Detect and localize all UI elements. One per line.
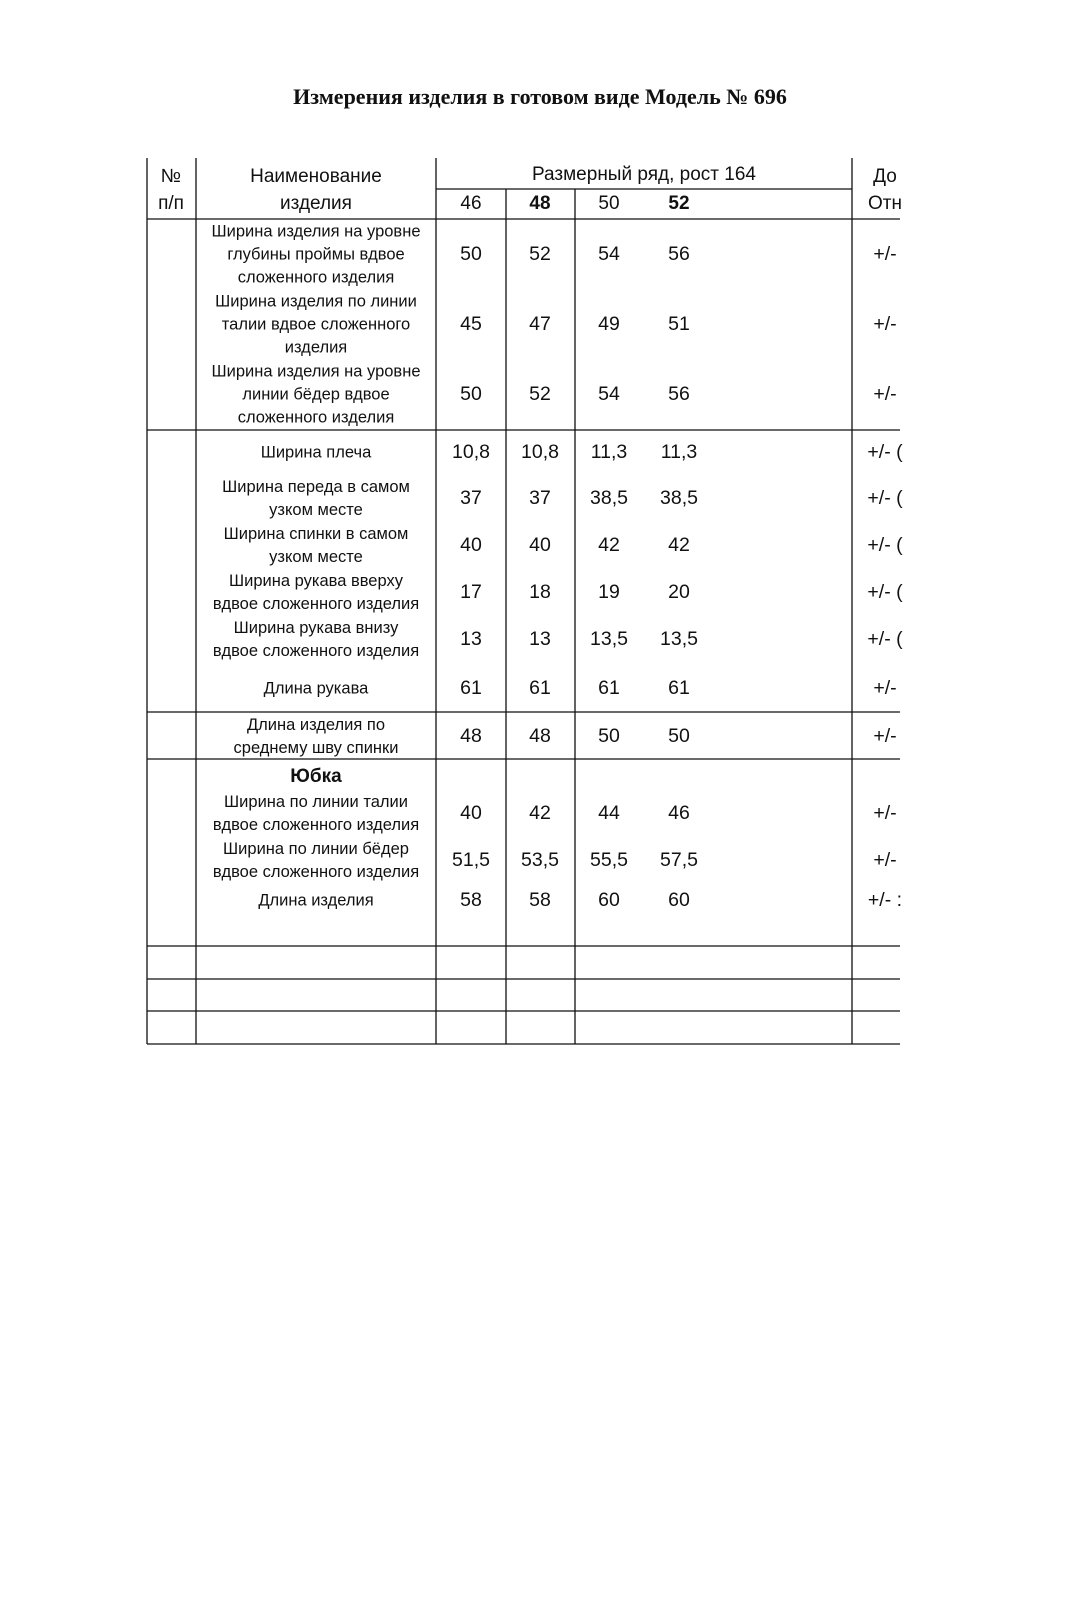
- row-3-value-48: 52: [529, 383, 551, 406]
- page-title: Измерения изделия в готовом виде Модель № 696: [293, 84, 787, 109]
- row-4-tolerance: +/- (: [867, 441, 903, 464]
- row-6-name-line-1: Ширина спинки в самом: [223, 524, 409, 543]
- row-7-value-46: 17: [460, 581, 482, 604]
- row-12-tolerance: +/-: [873, 849, 897, 872]
- row-13-value-48: 58: [529, 889, 551, 912]
- row-11-value-46: 40: [460, 802, 482, 825]
- row-3-tolerance: +/-: [873, 383, 897, 406]
- row-9-value-52: 61: [668, 677, 690, 700]
- header-name-sub: изделия: [280, 193, 352, 215]
- row-1-name-line-2: глубины проймы вдвое: [227, 245, 405, 264]
- header-size-range: Размерный ряд, рост 164: [532, 164, 756, 186]
- row-10-value-46: 48: [460, 725, 482, 748]
- row-12-value-48: 53,5: [521, 849, 559, 872]
- row-1-name-line-1: Ширина изделия на уровне: [211, 222, 421, 241]
- row-13-name-line-1: Длина изделия: [258, 891, 374, 910]
- row-2-value-48: 47: [529, 313, 551, 336]
- row-10-value-48: 48: [529, 725, 551, 748]
- header-tolerance-sub: Отн: [868, 193, 902, 215]
- header-num-sub: п/п: [158, 193, 184, 215]
- row-5-value-50: 38,5: [590, 487, 628, 510]
- row-5-tolerance: +/- (: [867, 487, 903, 510]
- row-8-name-line-2: вдвое сложенного изделия: [212, 641, 420, 660]
- row-13-value-52: 60: [668, 889, 690, 912]
- header-size-46: 46: [460, 193, 482, 215]
- row-4-value-52: 11,3: [660, 441, 698, 464]
- row-3-name-line-3: сложенного изделия: [237, 408, 395, 427]
- row-2-name-line-1: Ширина изделия по линии: [215, 292, 417, 311]
- row-7-tolerance: +/- (: [867, 581, 903, 604]
- row-7-value-48: 18: [529, 581, 551, 604]
- row-11-value-48: 42: [529, 802, 551, 825]
- row-9-value-46: 61: [460, 677, 482, 700]
- row-8-value-48: 13: [529, 628, 551, 651]
- header-name: Наименование: [250, 166, 382, 188]
- row-10-name-line-2: среднему шву спинки: [233, 738, 399, 757]
- row-3-value-52: 56: [668, 383, 690, 406]
- row-11-name-line-1: Ширина по линии талии: [224, 792, 408, 811]
- row-1-tolerance: +/-: [873, 243, 897, 266]
- row-4-value-48: 10,8: [521, 441, 559, 464]
- row-10-name-line-1: Длина изделия по: [246, 715, 386, 734]
- row-8-name-line-1: Ширина рукава внизу: [233, 618, 399, 637]
- row-3-value-50: 54: [598, 383, 620, 406]
- row-12-name-line-1: Ширина по линии бёдер: [223, 839, 409, 858]
- row-12-value-46: 51,5: [452, 849, 490, 872]
- row-11-value-52: 46: [668, 802, 690, 825]
- row-8-value-50: 13,5: [590, 628, 628, 651]
- row-11-name-line-2: вдвое сложенного изделия: [212, 815, 420, 834]
- row-6-value-50: 42: [598, 534, 620, 557]
- row-3-name-line-1: Ширина изделия на уровне: [211, 362, 421, 381]
- row-8-tolerance: +/- (: [867, 628, 903, 651]
- row-11-value-50: 44: [598, 802, 620, 825]
- row-2-name-line-2: талии вдвое сложенного: [221, 315, 411, 334]
- row-2-value-52: 51: [668, 313, 690, 336]
- row-4-value-46: 10,8: [452, 441, 490, 464]
- row-11-tolerance: +/-: [873, 802, 897, 825]
- row-1-name-line-3: сложенного изделия: [237, 268, 395, 287]
- row-6-name-line-2: узком месте: [269, 547, 363, 566]
- row-7-value-50: 19: [598, 581, 620, 604]
- row-4-name-line-1: Ширина плеча: [260, 443, 372, 462]
- row-5-value-46: 37: [460, 487, 482, 510]
- row-8-value-52: 13,5: [660, 628, 698, 651]
- measurements-table: [146, 158, 903, 1048]
- row-7-name-line-2: вдвое сложенного изделия: [212, 594, 420, 613]
- row-7-value-52: 20: [668, 581, 690, 604]
- row-9-value-48: 61: [529, 677, 551, 700]
- row-2-value-50: 49: [598, 313, 620, 336]
- row-9-tolerance: +/-: [873, 677, 897, 700]
- row-8-value-46: 13: [460, 628, 482, 651]
- row-3-value-46: 50: [460, 383, 482, 406]
- row-1-value-52: 56: [668, 243, 690, 266]
- row-5-name-line-2: узком месте: [269, 500, 363, 519]
- header-num: №: [160, 166, 182, 188]
- row-2-value-46: 45: [460, 313, 482, 336]
- header-tolerance: До: [873, 166, 897, 188]
- row-13-value-46: 58: [460, 889, 482, 912]
- row-1-value-50: 54: [598, 243, 620, 266]
- section-skirt-label: Юбка: [290, 766, 342, 788]
- row-5-name-line-1: Ширина переда в самом: [222, 477, 410, 496]
- row-10-value-52: 50: [668, 725, 690, 748]
- row-10-tolerance: +/-: [873, 725, 897, 748]
- row-2-tolerance: +/-: [873, 313, 897, 336]
- row-12-value-52: 57,5: [660, 849, 698, 872]
- row-3-name-line-2: линии бёдер вдвое: [242, 385, 390, 404]
- row-6-value-52: 42: [668, 534, 690, 557]
- row-13-tolerance: +/- :: [867, 889, 903, 912]
- row-7-name-line-1: Ширина рукава вверху: [229, 571, 403, 590]
- row-1-value-48: 52: [529, 243, 551, 266]
- row-13-value-50: 60: [598, 889, 620, 912]
- row-6-value-46: 40: [460, 534, 482, 557]
- header-size-52: 52: [668, 193, 690, 215]
- header-size-48: 48: [529, 193, 551, 215]
- row-4-value-50: 11,3: [590, 441, 628, 464]
- row-9-value-50: 61: [598, 677, 620, 700]
- row-6-value-48: 40: [529, 534, 551, 557]
- row-1-value-46: 50: [460, 243, 482, 266]
- row-10-value-50: 50: [598, 725, 620, 748]
- row-5-value-52: 38,5: [660, 487, 698, 510]
- row-5-value-48: 37: [529, 487, 551, 510]
- row-2-name-line-3: изделия: [284, 338, 348, 357]
- row-9-name-line-1: Длина рукава: [263, 679, 369, 698]
- row-12-name-line-2: вдвое сложенного изделия: [212, 862, 420, 881]
- header-size-50: 50: [598, 193, 620, 215]
- row-12-value-50: 55,5: [590, 849, 628, 872]
- row-6-tolerance: +/- (: [867, 534, 903, 557]
